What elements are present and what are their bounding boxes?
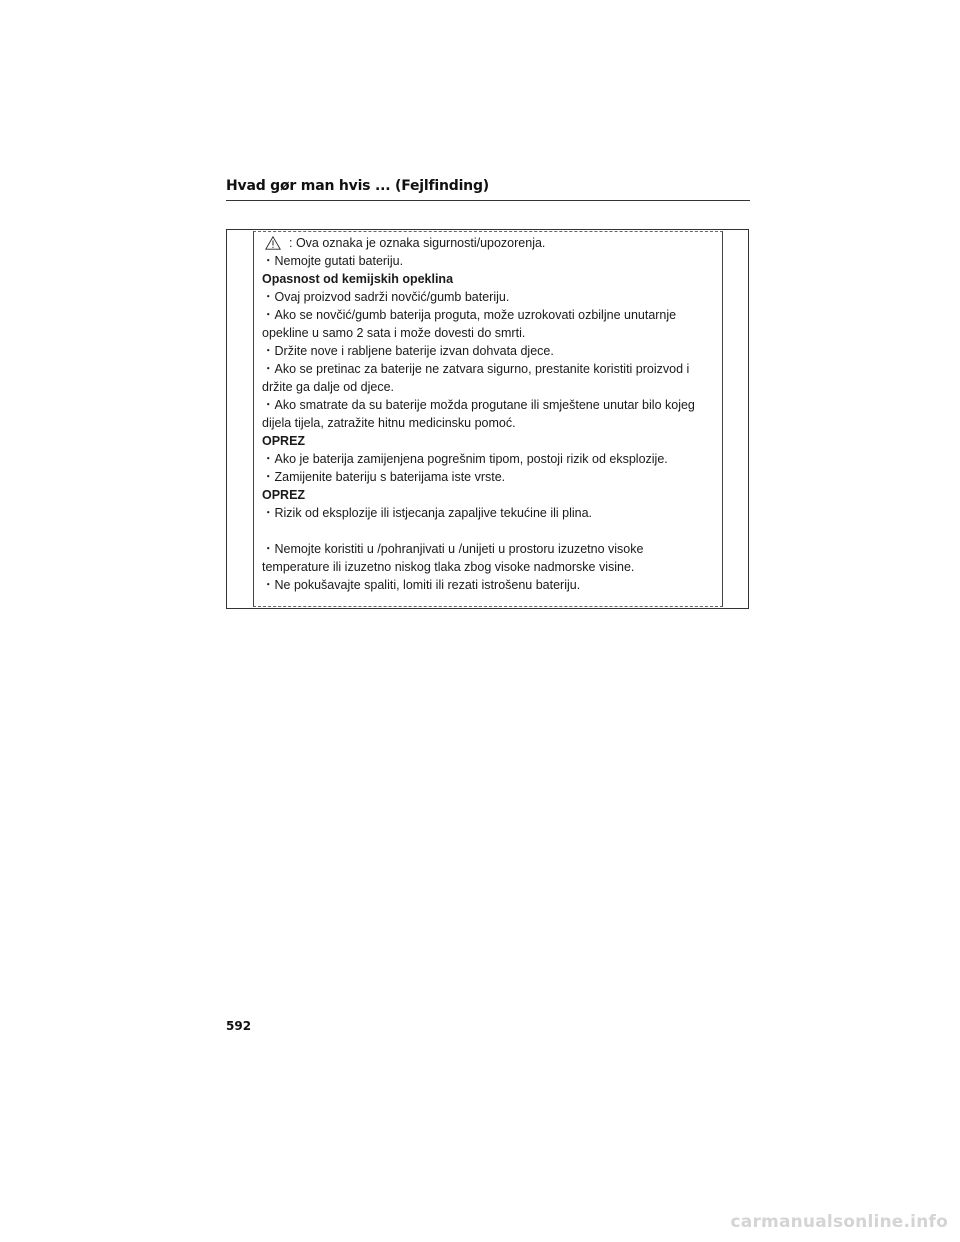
notice-line: temperature ili izuzetno niskog tlaka zbog visoke nadmorske visine. [262,560,635,574]
safety-notice-box [226,229,749,609]
notice-line: opekline u samo 2 sata i može dovesti do smrti. [262,326,526,340]
notice-line: ・Zamijenite bateriju s baterijama iste vrste. [262,470,506,484]
warning-line [262,234,722,252]
notice-line: ・Ovaj proizvod sadrži novčić/gumb bateriju. [262,290,510,304]
notice-heading: OPREZ [262,488,306,502]
notice-line: ・Držite nove i rabljene baterije izvan dohvata djece. [262,344,554,358]
page-number: 592 [226,1019,252,1033]
watermark: carmanualsonline.info [730,1212,948,1232]
notice-line: ・Ako smatrate da su baterije možda progutane ili smještene unutar bilo kojeg [262,398,695,412]
notice-heading: Opasnost od kemijskih opeklina [262,272,454,286]
notice-line: ・Rizik od eksplozije ili istjecanja zapaljive tekućine ili plina. [262,506,593,520]
notice-heading: OPREZ [262,434,306,448]
safety-notice-inner [253,231,723,607]
notice-line: ・Nemojte gutati bateriju. [262,254,404,268]
notice-line: dijela tijela, zatražite hitnu medicinsku pomoć. [262,416,516,430]
notice-line: ・Ako je baterija zamijenjena pogrešnim tipom, postoji rizik od eksplozije. [262,452,668,466]
section-title: Hvad gør man hvis ... (Fejlfinding) [226,178,489,194]
page-header [226,176,750,201]
notice-line: ・Ako se novčić/gumb baterija proguta, može uzrokovati ozbiljne unutarnje [262,308,677,322]
notice-line: držite ga dalje od djece. [262,380,395,394]
notice-line: ・Ako se pretinac za baterije ne zatvara sigurno, prestanite koristiti proizvod i [262,362,690,376]
notice-spacer [262,522,722,540]
notice-text [262,234,722,594]
warning-triangle-icon [265,236,281,250]
notice-line: ・Nemojte koristiti u /pohranjivati u /unijeti u prostoru izuzetno visoke [262,542,644,556]
warning-text: : Ova oznaka je oznaka sigurnosti/upozorenja. [289,236,546,250]
notice-line: ・Ne pokušavajte spaliti, lomiti ili rezati istrošenu bateriju. [262,578,581,592]
